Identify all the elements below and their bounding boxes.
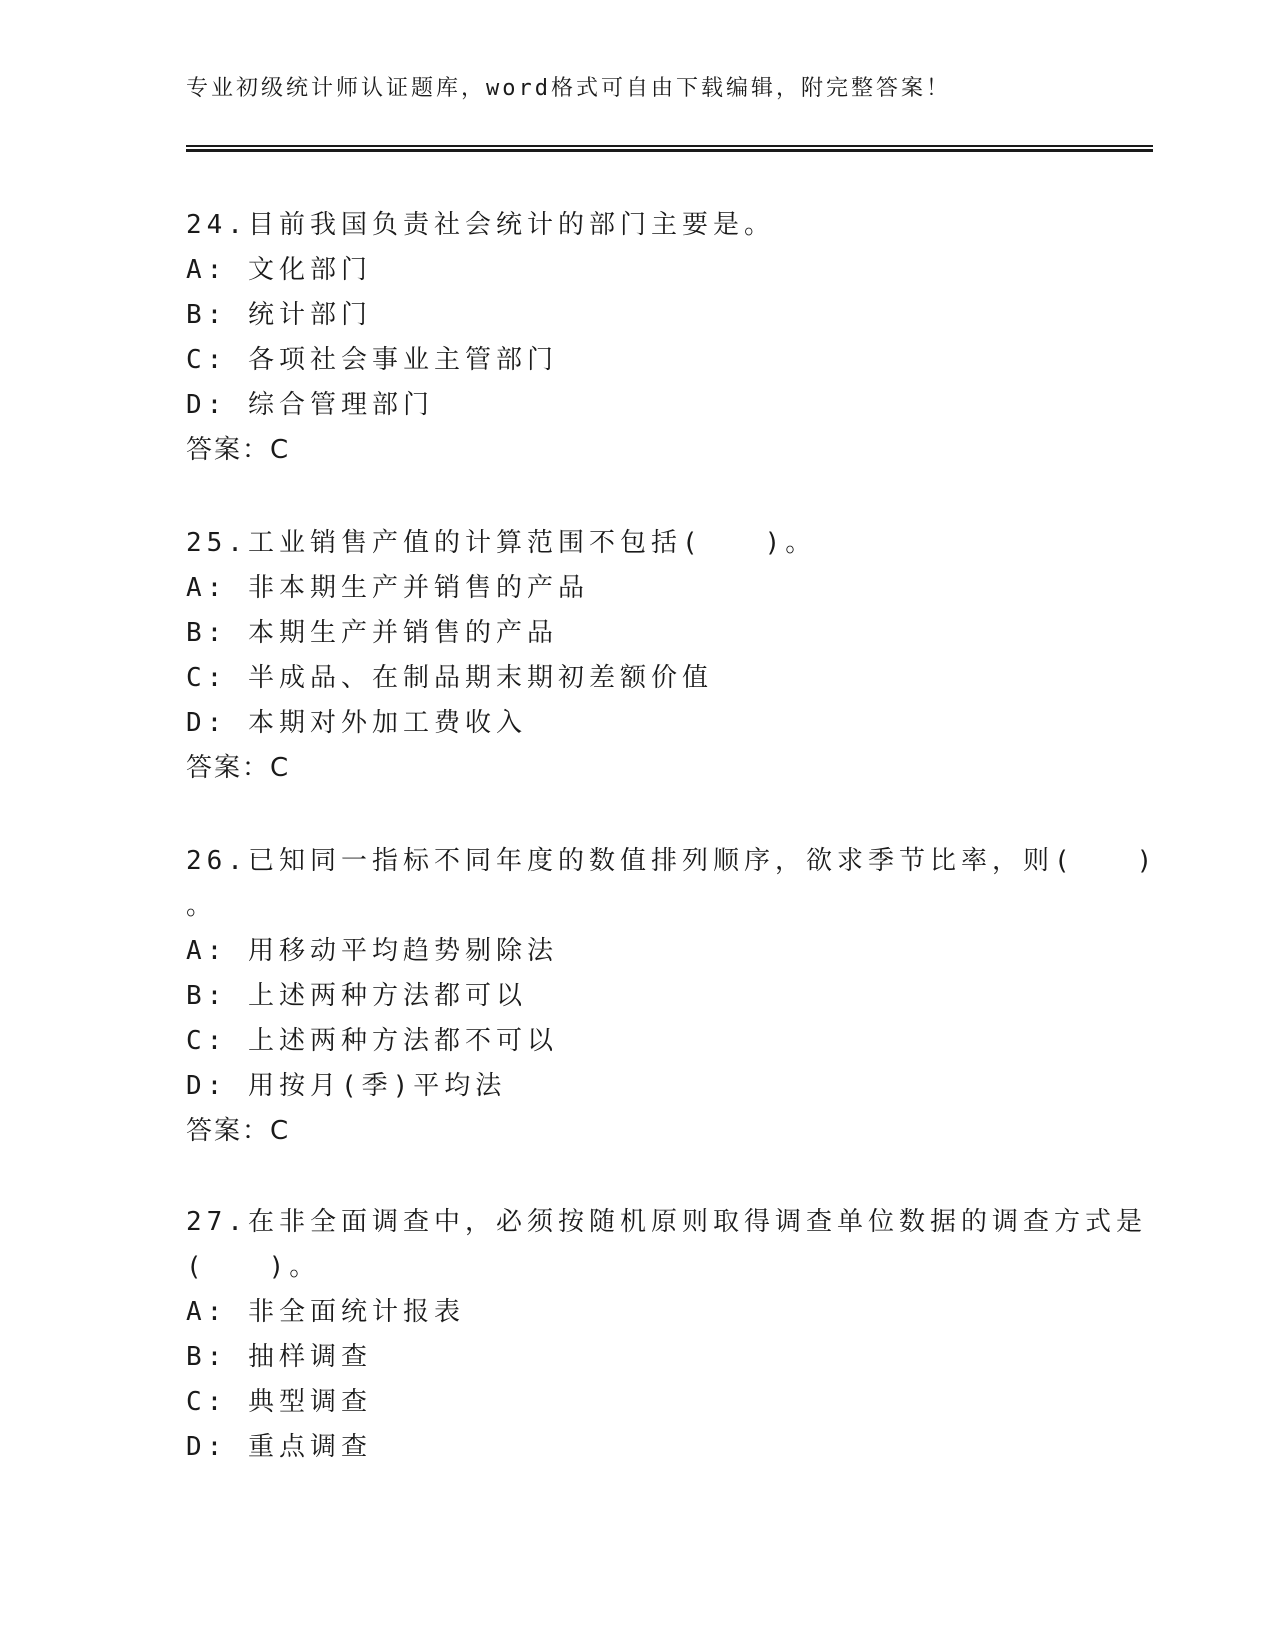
option-c: C: 上述两种方法都不可以 (186, 1026, 558, 1056)
option-d: D: 重点调查 (186, 1432, 372, 1462)
question-stem: 26.已知同一指标不同年度的数值排列顺序，欲求季节比率，则( ) (186, 846, 1158, 876)
option-a: A: 非本期生产并销售的产品 (186, 573, 589, 603)
option-a: A: 非全面统计报表 (186, 1297, 465, 1327)
option-c: C: 半成品、在制品期末期初差额价值 (186, 663, 713, 693)
question-stem: 25.工业销售产值的计算范围不包括( )。 (186, 528, 817, 558)
question-stem-continued: ( )。 (186, 1252, 321, 1282)
page-header: 专业初级统计师认证题库，word格式可自由下载编辑，附完整答案！ (186, 76, 951, 101)
answer-line: 答案：C (186, 1116, 291, 1146)
option-d: D: 用按月(季)平均法 (186, 1071, 507, 1101)
option-b: B: 本期生产并销售的产品 (186, 618, 558, 648)
option-a: A: 文化部门 (186, 255, 372, 285)
answer-line: 答案：C (186, 753, 291, 783)
option-c: C: 典型调查 (186, 1387, 372, 1417)
question-stem: 24.目前我国负责社会统计的部门主要是。 (186, 210, 775, 240)
option-d: D: 综合管理部门 (186, 390, 434, 420)
question-26 (186, 839, 1158, 1154)
question-stem-continued: 。 (186, 891, 218, 921)
option-c: C: 各项社会事业主管部门 (186, 345, 558, 375)
option-b: B: 抽样调查 (186, 1342, 372, 1372)
question-24 (186, 203, 1086, 473)
question-27 (186, 1200, 1147, 1470)
header-divider (186, 145, 1153, 152)
option-b: B: 统计部门 (186, 300, 372, 330)
question-25 (186, 521, 1086, 791)
option-b: B: 上述两种方法都可以 (186, 981, 527, 1011)
answer-line: 答案：C (186, 435, 291, 465)
option-d: D: 本期对外加工费收入 (186, 708, 527, 738)
question-stem: 27.在非全面调查中，必须按随机原则取得调查单位数据的调查方式是 (186, 1207, 1147, 1237)
option-a: A: 用移动平均趋势剔除法 (186, 936, 558, 966)
